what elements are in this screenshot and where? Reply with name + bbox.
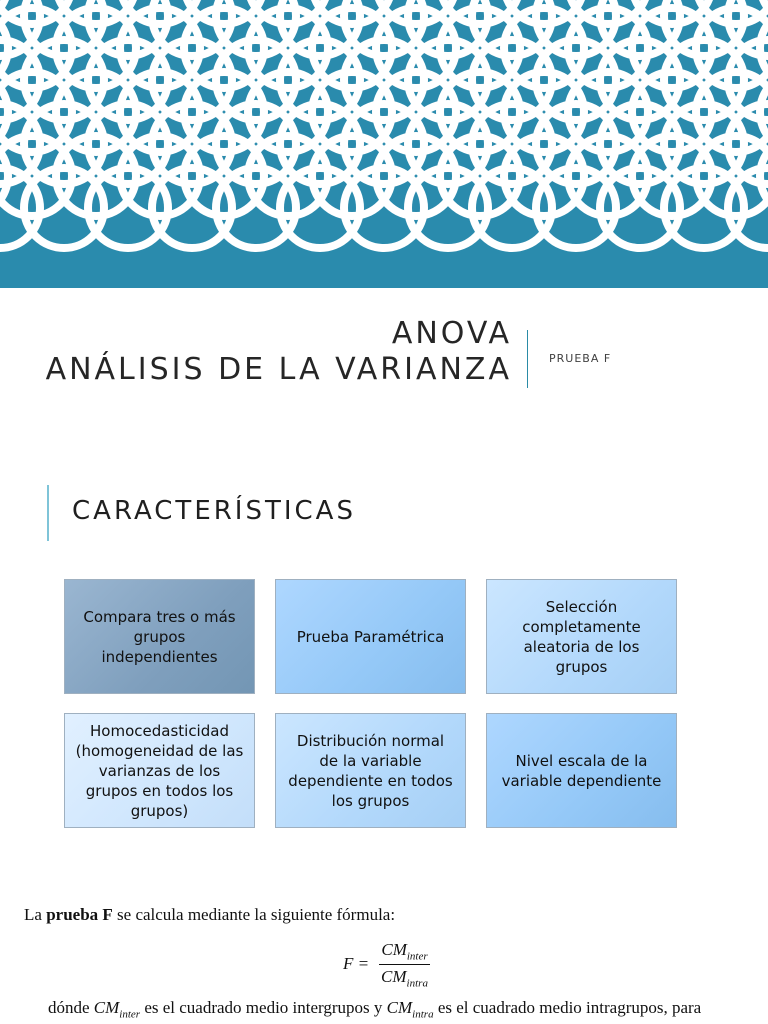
slide-title (46, 316, 512, 388)
formula-fraction (379, 940, 429, 990)
card-prueba-parametrica (275, 579, 466, 694)
card-text: Homocedasticidad (homogeneidad de las varianzas de los grupos en todos los grupos) (75, 721, 244, 820)
f-formula (343, 940, 430, 990)
intro-bold: prueba F (46, 905, 113, 924)
card-text: Selección completamente aleatoria de los grupos (522, 597, 641, 676)
title-line-analisis: ANÁLISIS DE LA VARIANZA (45, 352, 512, 387)
title-divider (527, 330, 528, 388)
card-homocedasticidad (64, 713, 255, 828)
card-distribucion-normal (275, 713, 466, 828)
formula-intro (24, 905, 395, 925)
card-text: Compara tres o más grupos independientes (83, 607, 236, 666)
section-title: CARACTERÍSTICAS (72, 496, 356, 526)
card-text: Distribución normal de la variable dependiente en todos los grupos (288, 731, 453, 810)
card-text: Prueba Paramétrica (296, 627, 445, 646)
title-line-anova: ANOVA (391, 316, 512, 351)
card-text: Nivel escala de la variable dependiente (501, 751, 662, 790)
decorative-ring-pattern (0, 0, 768, 288)
formula-denominator: $CM_{intra}$ (381, 967, 428, 990)
formula-description: dónde $CM_{inter}$ es el cuadrado medio intergrupos y $CM_{intra}$ es el cuadrado medio intragrupos, para (48, 998, 702, 1021)
formula-lhs: F = (343, 953, 370, 973)
formula-numerator: $CM_{inter}$ (379, 940, 429, 965)
section-accent-bar (47, 485, 49, 541)
card-compara-grupos (64, 579, 255, 694)
card-seleccion-aleatoria (486, 579, 677, 694)
card-nivel-escala (486, 713, 677, 828)
intro-suffix: se calcula mediante la siguiente fórmula: (112, 905, 396, 924)
slide-subtitle: PRUEBA F (549, 352, 612, 365)
intro-prefix: La (24, 905, 47, 924)
